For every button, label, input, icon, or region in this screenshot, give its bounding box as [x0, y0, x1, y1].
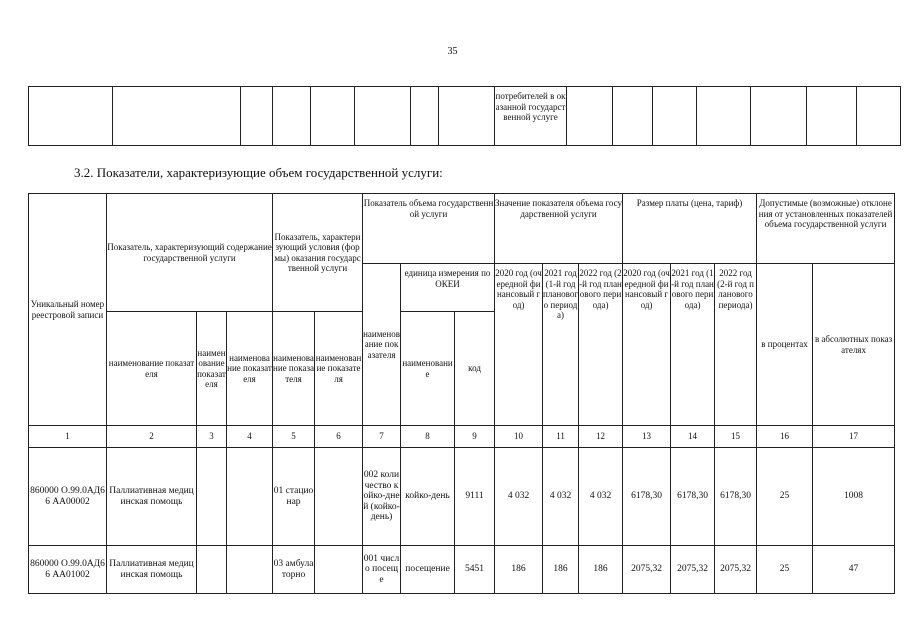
header-y2021: 2021 год (1-й год планового периода) — [543, 264, 579, 426]
header-sub-col3: наименование показателя — [197, 312, 227, 426]
header-unit-name: наименование — [401, 312, 455, 426]
column-number-8: 8 — [401, 426, 455, 448]
row2-dev-abs: 47 — [813, 546, 895, 594]
row1-indicator: 002 количество койко-дней (койко-день) — [363, 448, 401, 546]
page-number: 35 — [447, 46, 458, 57]
header-sub-col4: наименование показателя — [227, 312, 273, 426]
header-price-group: Размер платы (цена, тариф) — [623, 194, 757, 264]
row1-condition: 01 стационар — [273, 448, 315, 546]
row1-id: 860000 О.99.0АД66 АА00002 — [29, 448, 107, 546]
volume-indicators-table — [28, 193, 895, 594]
header-percent: в процентах — [757, 264, 813, 426]
header-unit-code: код — [455, 312, 495, 426]
row1-v2021: 4 032 — [543, 448, 579, 546]
row1-service: Паллиативная медицинская помощь — [107, 448, 197, 546]
column-number-12: 12 — [579, 426, 623, 448]
row1-c4 — [227, 448, 273, 546]
row2-code: 5451 — [455, 546, 495, 594]
row2-c6 — [315, 546, 363, 594]
row1-c3 — [197, 448, 227, 546]
header-unique-number: Уникальный номер реестровой записи — [29, 194, 107, 426]
header-y2020: 2020 год (очередной финансовый год) — [495, 264, 543, 426]
header-absolute: в абсолютных показателях — [813, 264, 895, 426]
column-number-1: 1 — [29, 426, 107, 448]
row1-v2022: 4 032 — [579, 448, 623, 546]
previous-table-fragment — [28, 86, 901, 146]
column-number-7: 7 — [363, 426, 401, 448]
column-number-14: 14 — [671, 426, 715, 448]
header-volume-group: Показатель объема государственной услуги — [363, 194, 495, 264]
header-sub-col5: наименование показателя — [273, 312, 315, 426]
row2-unit: посещение — [401, 546, 455, 594]
header-y2022: 2022 год (2-й год планового периода) — [579, 264, 623, 426]
row2-p2020: 2075,32 — [623, 546, 671, 594]
row2-p2022: 2075,32 — [715, 546, 757, 594]
column-number-15: 15 — [715, 426, 757, 448]
row1-p2021: 6178,30 — [671, 448, 715, 546]
header-indicator-name: наименование показателя — [363, 264, 401, 426]
header-unit-group: единица измерения по ОКЕИ — [401, 264, 495, 312]
row2-service: Паллиативная медицинская помощь — [107, 546, 197, 594]
row2-v2022: 186 — [579, 546, 623, 594]
header-p2021: 2021 год (1-й год планового периода) — [671, 264, 715, 426]
row1-dev-abs: 1008 — [813, 448, 895, 546]
header-deviation-group: Допустимые (возможные) отклонения от установленных показателей объема государственной услуги — [757, 194, 895, 264]
column-number-3: 3 — [197, 426, 227, 448]
header-p2022: 2022 год (2-й год планового периода) — [715, 264, 757, 426]
row2-c3 — [197, 546, 227, 594]
column-number-16: 16 — [757, 426, 813, 448]
header-p2020: 2020 год (очередной финансовый год) — [623, 264, 671, 426]
row1-unit: койко-день — [401, 448, 455, 546]
row2-dev-pct: 25 — [757, 546, 813, 594]
row1-v2020: 4 032 — [495, 448, 543, 546]
column-number-4: 4 — [227, 426, 273, 448]
table-row — [29, 546, 895, 594]
row2-v2020: 186 — [495, 546, 543, 594]
row2-id: 860000 О.99.0АД66 АА01002 — [29, 546, 107, 594]
top-fragment-text: потребителей в оказанной государственной услуге — [495, 87, 567, 146]
row1-dev-pct: 25 — [757, 448, 813, 546]
column-number-11: 11 — [543, 426, 579, 448]
row1-code: 9111 — [455, 448, 495, 546]
row2-c4 — [227, 546, 273, 594]
header-value-group: Значение показателя объема государственной услуги — [495, 194, 623, 264]
row2-condition: 03 амбулаторно — [273, 546, 315, 594]
column-number-9: 9 — [455, 426, 495, 448]
row2-v2021: 186 — [543, 546, 579, 594]
column-number-17: 17 — [813, 426, 895, 448]
row2-indicator: 001 число посеще — [363, 546, 401, 594]
header-content-group: Показатель, характеризующий содержание государственной услуги — [107, 194, 273, 312]
header-sub-col6: наименование показателя — [315, 312, 363, 426]
row1-p2020: 6178,30 — [623, 448, 671, 546]
column-number-13: 13 — [623, 426, 671, 448]
column-number-10: 10 — [495, 426, 543, 448]
header-conditions-group: Показатель, характеризующий условия (формы) оказания государственной услуги — [273, 194, 363, 312]
column-numbers-row — [29, 426, 895, 448]
row2-p2021: 2075,32 — [671, 546, 715, 594]
section-title: 3.2. Показатели, характеризующие объем государственной услуги: — [74, 165, 443, 180]
table-row — [29, 448, 895, 546]
header-service-name: наименование показателя — [107, 312, 197, 426]
column-number-5: 5 — [273, 426, 315, 448]
row1-p2022: 6178,30 — [715, 448, 757, 546]
column-number-2: 2 — [107, 426, 197, 448]
column-number-6: 6 — [315, 426, 363, 448]
row1-c6 — [315, 448, 363, 546]
